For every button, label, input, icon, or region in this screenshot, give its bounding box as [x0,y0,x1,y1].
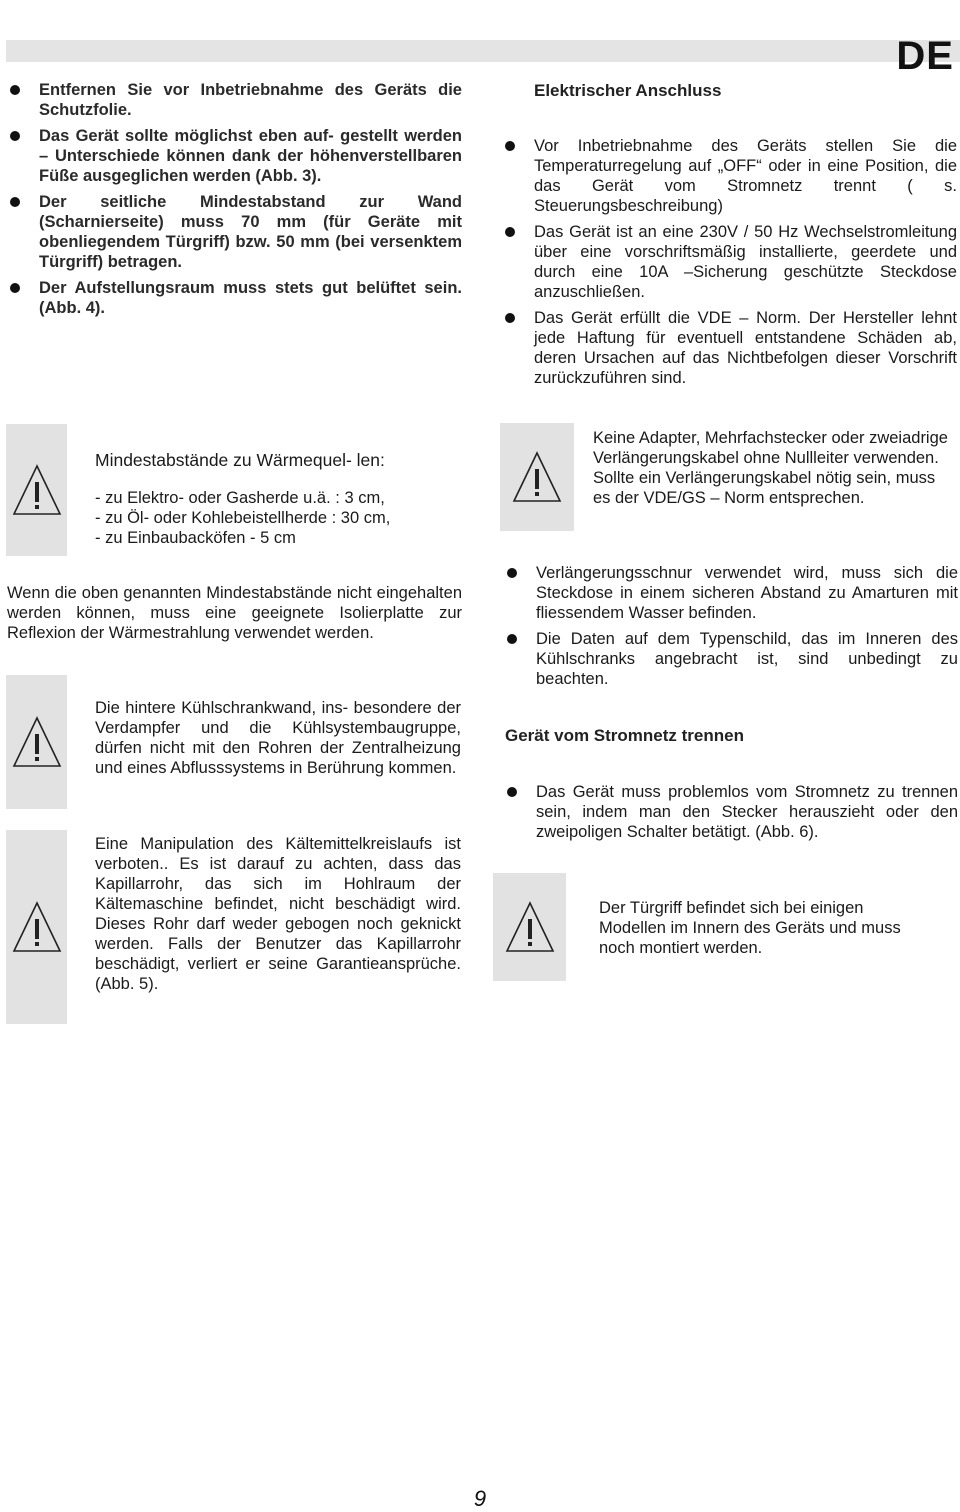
language-code: DE [896,34,954,78]
handle-warning [599,898,929,958]
electrical-heading: Elektrischer Anschluss [534,81,722,100]
refrigerant-warning [95,834,461,994]
bullet-protective-film: Entfernen Sie vor Inbetriebnahme des Geräts die Schutzfolie. [10,80,462,120]
refrigerant-text: Eine Manipulation des Kältemittelkreislaufs ist verboten.. Es ist darauf zu achten, dass das Kapillarrohr, das sich im Hohlraum der Kältemaschine befindet, nicht beschädigt wird. Dieses Rohr darf weder gebogen noch geknickt werden. Falls der Benutzer das Kapillarrohr beschädigt, verliert er seine Garantieansprüche. (Abb. 5). [95,835,461,993]
heat-line-oil: - zu Öl- oder Kohlebeistellherde : 30 cm, [95,509,391,527]
adapter-warning-box [500,423,574,531]
bullet-vde-norm: Das Gerät erfüllt die VDE – Norm. Der Hersteller lehnt jede Haftung für eventuell entstandene Schäden ab, deren Ursachen auf das Nichtbefolgen dieser Vorschrift zurückzuführen sind. [505,308,957,388]
heat-warning-title: Mindestabstände zu Wärmequel- len: [95,450,385,470]
warning-triangle-icon [511,449,563,505]
heat-warning-box [6,424,67,556]
electrical-bullets [505,136,957,394]
insulation-note [7,583,462,643]
rear-wall-warning [95,698,461,778]
rear-wall-warning-box [6,675,67,809]
heat-line-stove: - zu Elektro- oder Gasherde u.ä. : 3 cm, [95,489,385,507]
handle-warning-box [493,873,566,981]
language-bar [6,34,960,78]
disconnect-section [505,725,957,747]
bullet-temperature-off: Vor Inbetriebnahme des Geräts stellen Sie die Temperaturregelung auf „OFF“ oder in eine Position, die das Gerät vom Stromnetz trennt ( s. Steuerungsbeschreibung) [505,136,957,216]
rear-wall-text: Die hintere Kühlschrankwand, ins- besondere der Verdampfer und die Kühlsystembaugruppe, dürfen nicht mit den Rohren der Zentralheizung und eines Abflusssystems in Berührung kommen. [95,699,461,777]
heat-line-oven: - zu Einbaubacköfen - 5 cm [95,529,296,547]
disconnect-heading: Gerät vom Stromnetz trennen [505,726,744,745]
warning-triangle-icon [11,899,63,955]
installation-bullets [10,80,462,324]
bullet-disconnect-plug: Das Gerät muss problemlos vom Stromnetz zu trennen sein, indem man den Stecker herauszieht oder den zweipoligen Schalter betätigt. (Abb. 6). [507,782,958,842]
bullet-ventilation: Der Aufstellungsraum muss stets gut belüftet sein. (Abb. 4). [10,278,462,318]
warning-triangle-icon [11,714,63,770]
adapter-warning [593,428,957,508]
heat-warning [95,450,455,548]
bullet-wall-distance: Der seitliche Mindestabstand zur Wand (Scharnierseite) muss 70 mm (für Geräte mit obenliegendem Türgriff) bzw. 50 mm (bei versenktem Türgriff) betragen. [10,192,462,272]
refrigerant-warning-box [6,830,67,1024]
warning-triangle-icon [11,462,63,518]
bullet-type-plate: Die Daten auf dem Typenschild, das im Inneren des Kühlschranks angebracht ist, sind unbedingt zu beachten. [507,629,958,689]
bullet-extension-cord: Verlängerungsschnur verwendet wird, muss sich die Steckdose in einem sicheren Abstand zu Amarturen mit fliessendem Wasser befinden. [507,563,958,623]
handle-text: Der Türgriff befindet sich bei einigen Modellen im Innern des Geräts und muss noch montiert werden. [599,899,901,957]
bullet-power-supply: Das Gerät ist an eine 230V / 50 Hz Wechselstromleitung über eine vorschriftsmäßig installierte, geerdete und durch eine 10A –Sicherung geschützte Steckdose anzuschließen. [505,222,957,302]
insulation-text: Wenn die oben genannten Mindestabstände nicht eingehalten werden können, muss eine geeignete Isolierplatte zur Reflexion der Wärmestrahlung verwendet werden. [7,584,462,642]
page-number: 9 [473,1486,487,1511]
adapter-text: Keine Adapter, Mehrfachstecker oder zweiadrige Verlängerungskabel ohne Nullleiter verwenden. Sollte ein Verlängerungskabel nötig sein, muss es der VDE/GS – Norm entsprechen. [593,429,948,507]
extension-bullets [507,563,958,695]
electrical-section [534,80,957,102]
warning-triangle-icon [504,899,556,955]
bullet-level-placement: Das Gerät sollte möglichst eben auf- gestellt werden – Unterschiede können dank der höhenverstellbaren Füße ausgeglichen werden (Abb. 3). [10,126,462,186]
disconnect-bullets [507,782,958,848]
